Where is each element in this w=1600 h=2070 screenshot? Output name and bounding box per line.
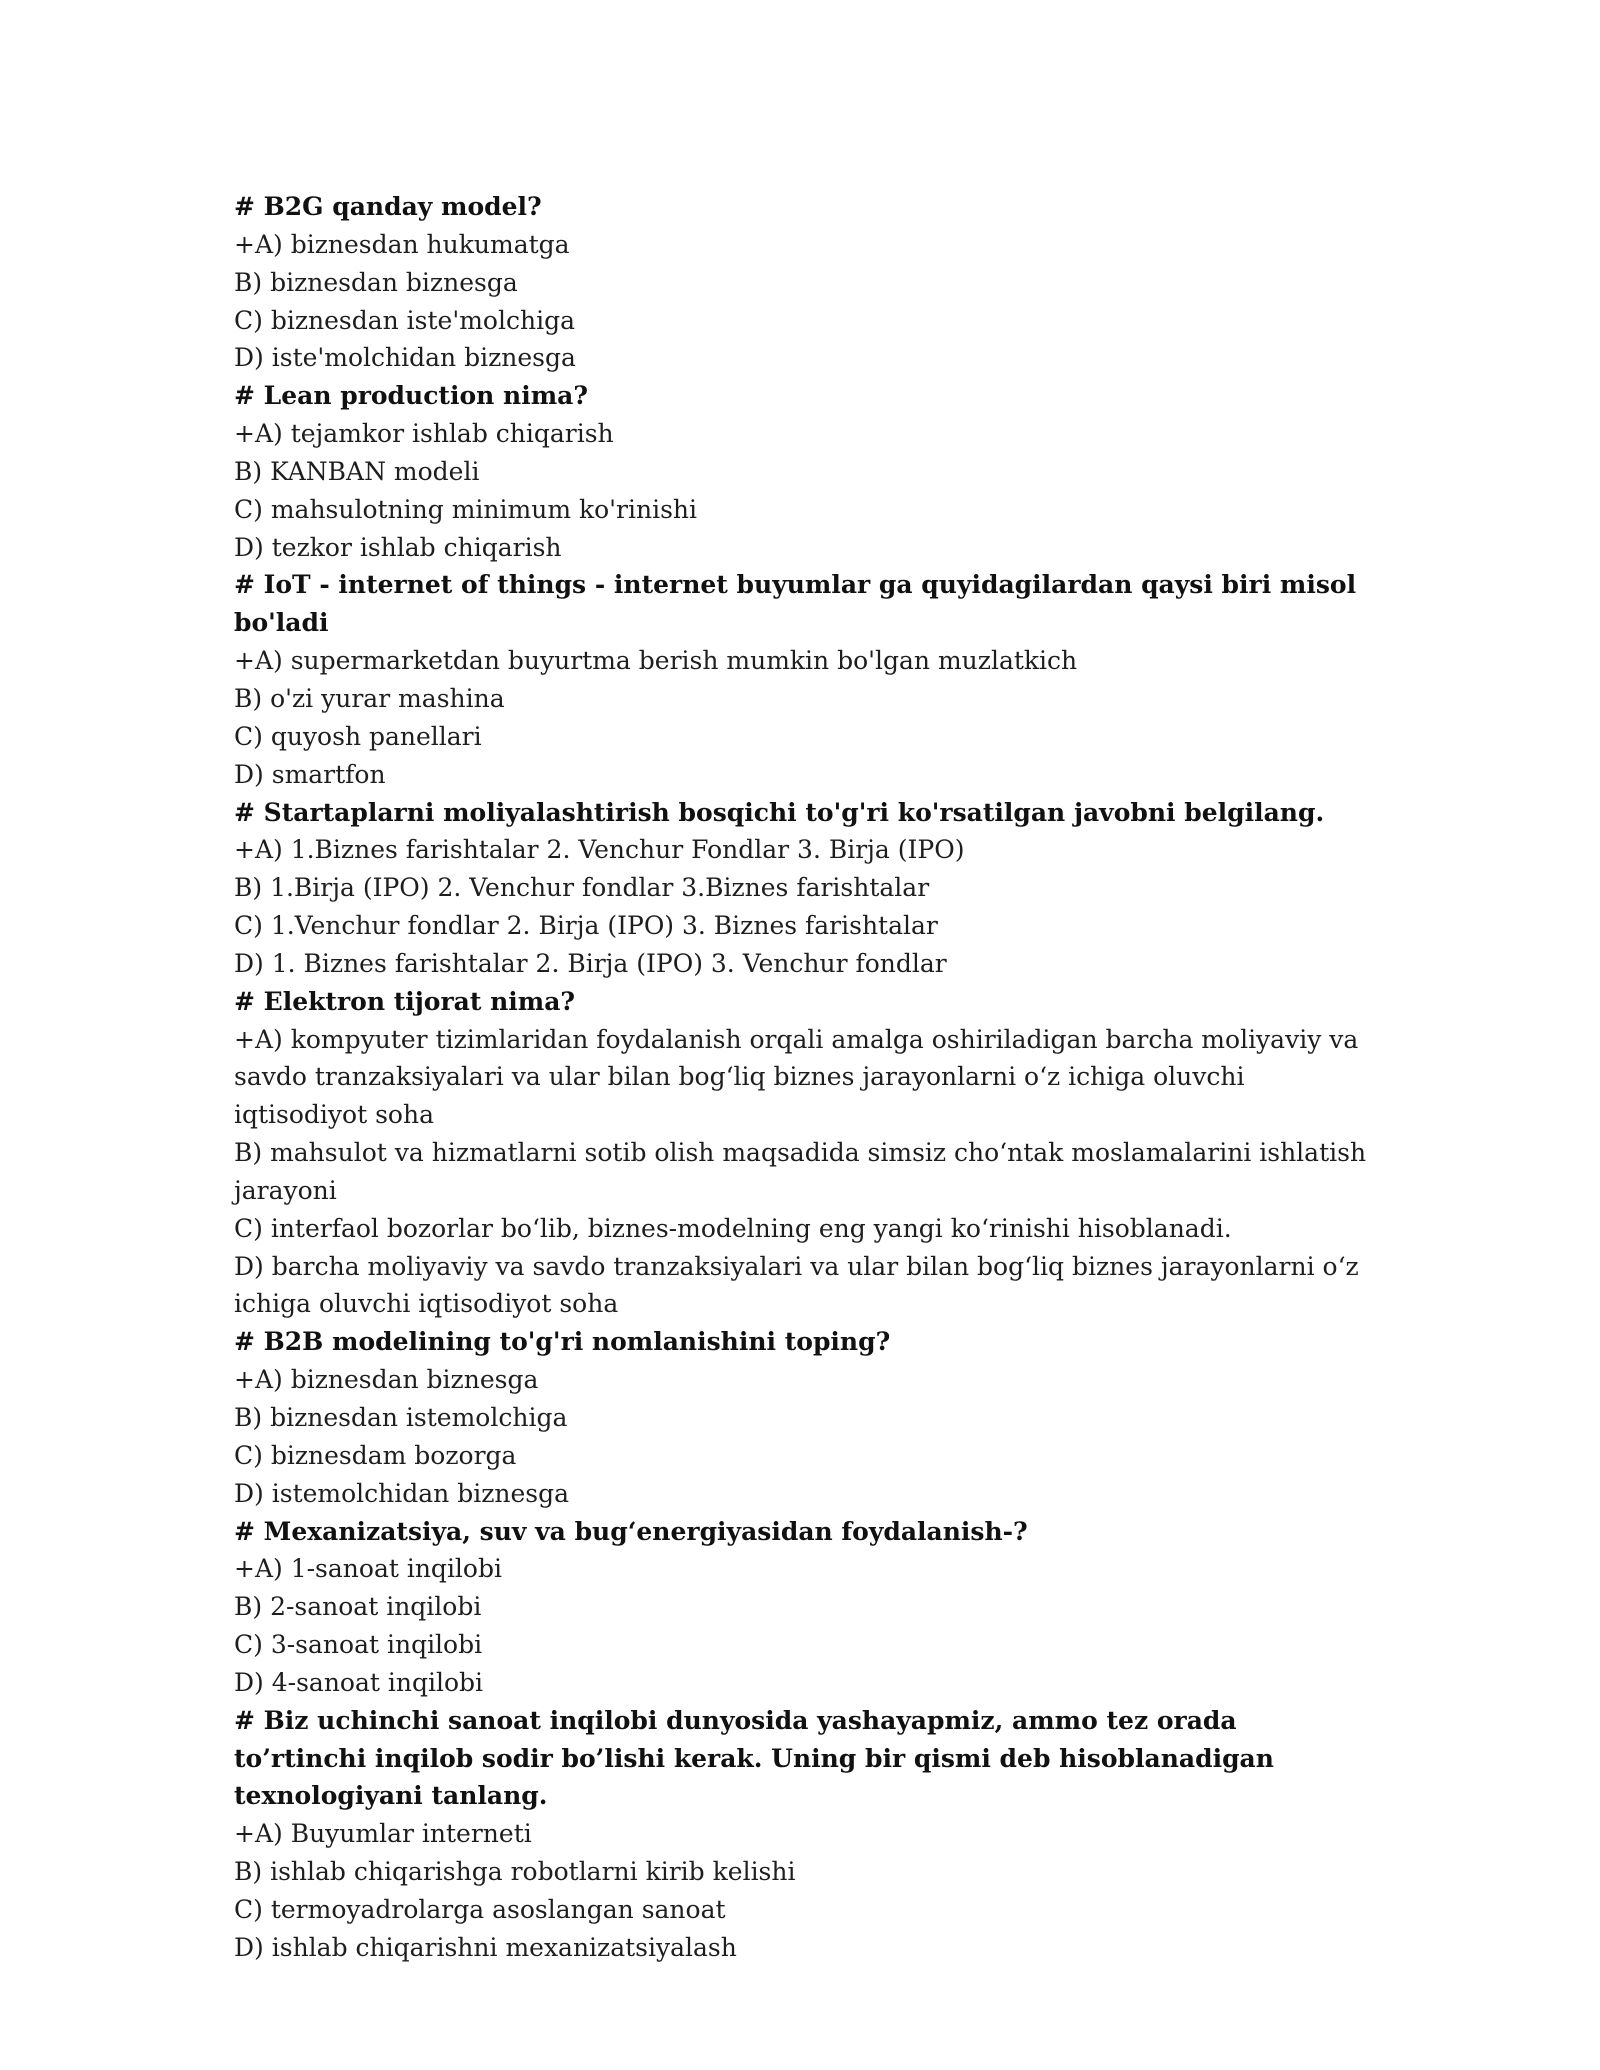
question-block [234,1702,1374,1967]
answer-option: B) KANBAN modeli [234,456,480,486]
answer-option: B) biznesdan istemolchiga [234,1403,568,1432]
question-text: # B2G qanday model? [234,192,542,221]
answer-option: C) 1.Venchur fondlar 2. Birja (IPO) 3. Biznes farishtalar [234,911,938,941]
question-text: # IoT - internet of things - internet buyumlar ga quyidagilardan qaysi biri misol bo'ladi [234,570,1357,638]
answer-option: D) 4-sanoat inqilobi [234,1667,484,1697]
answer-option: C) biznesdan iste'molchiga [234,305,575,335]
answer-option: B) mahsulot va hizmatlarni sotib olish maqsadida simsiz cho‘ntak moslamalarini ishlatish jarayoni [234,1138,1367,1205]
answer-option: D) barcha moliyaviy va savdo tranzaksiyalari va ular bilan bog‘liq biznes jarayonlarni o‘z ichiga oluvchi iqtisodiyot soha [234,1251,1359,1319]
question-block [234,983,1374,1324]
answer-option: D) istemolchidan biznesga [234,1478,570,1508]
answer-option: D) ishlab chiqarishni mexanizatsiyalash [234,1932,737,1962]
answer-option: D) 1. Biznes farishtalar 2. Birja (IPO) 3. Venchur fondlar [234,948,947,978]
answer-option-correct: +A) 1.Biznes farishtalar 2. Venchur Fondlar 3. Birja (IPO) [234,835,965,865]
answer-option: D) iste'molchidan biznesga [234,343,576,373]
answer-option-correct: +A) supermarketdan buyurtma berish mumkin bo'lgan muzlatkich [234,646,1078,676]
answer-option: C) quyosh panellari [234,721,482,751]
answer-option-correct: +A) biznesdan biznesga [234,1365,539,1395]
question-text: # Mexanizatsiya, suv va bug‘energiyasidan foydalanish-? [234,1516,1028,1546]
question-text: # B2B modelining to'g'ri nomlanishini toping? [234,1327,891,1357]
question-text: # Biz uchinchi sanoat inqilobi dunyosida yashayapmiz, ammo tez orada to’rtinchi inqilob sodir bo’lishi kerak. Uning bir qismi deb hisoblanadigan texnologiyani tanlang. [234,1705,1274,1811]
answer-option: C) mahsulotning minimum ko'rinishi [234,494,698,524]
answer-option-correct: +A) Buyumlar interneti [234,1819,532,1849]
question-block [234,794,1374,983]
answer-option: C) termoyadrolarga asoslangan sanoat [234,1894,726,1924]
answer-option-correct: +A) 1-sanoat inqilobi [234,1554,502,1584]
answer-option-correct: +A) tejamkor ishlab chiqarish [234,419,614,449]
answer-option-correct: +A) kompyuter tizimlaridan foydalanish orqali amalga oshiriladigan barcha moliyaviy va savdo tranzaksiyalari va ular bilan bog‘liq biznes jarayonlarni o‘z ichiga oluvchi iqtisodiyot soha [234,1024,1359,1130]
answer-option-correct: +A) biznesdan hukumatga [234,229,570,259]
question-block [234,1323,1374,1512]
question-text: # Lean production nima? [234,381,588,411]
answer-option: B) 1.Birja (IPO) 2. Venchur fondlar 3.Biznes farishtalar [234,873,930,903]
answer-option: B) o'zi yurar mashina [234,683,505,713]
question-text: # Elektron tijorat nima? [234,986,576,1016]
test-document [234,188,1374,1967]
answer-option: C) interfaol bozorlar bo‘lib, biznes-modelning eng yangi ko‘rinishi hisoblanadi. [234,1213,1232,1243]
answer-option: B) ishlab chiqarishga robotlarni kirib kelishi [234,1857,796,1887]
question-text: # Startaplarni moliyalashtirish bosqichi to'g'ri ko'rsatilgan javobni belgilang. [234,797,1325,827]
answer-option: C) biznesdam bozorga [234,1440,517,1470]
answer-option: B) biznesdan biznesga [234,267,518,297]
answer-option: D) smartfon [234,759,386,789]
answer-option: D) tezkor ishlab chiqarish [234,532,562,562]
question-block [234,566,1374,793]
answer-option: B) 2-sanoat inqilobi [234,1592,482,1622]
question-block [234,188,1374,377]
answer-option: C) 3-sanoat inqilobi [234,1630,483,1660]
question-block [234,377,1374,566]
question-block [234,1513,1374,1702]
